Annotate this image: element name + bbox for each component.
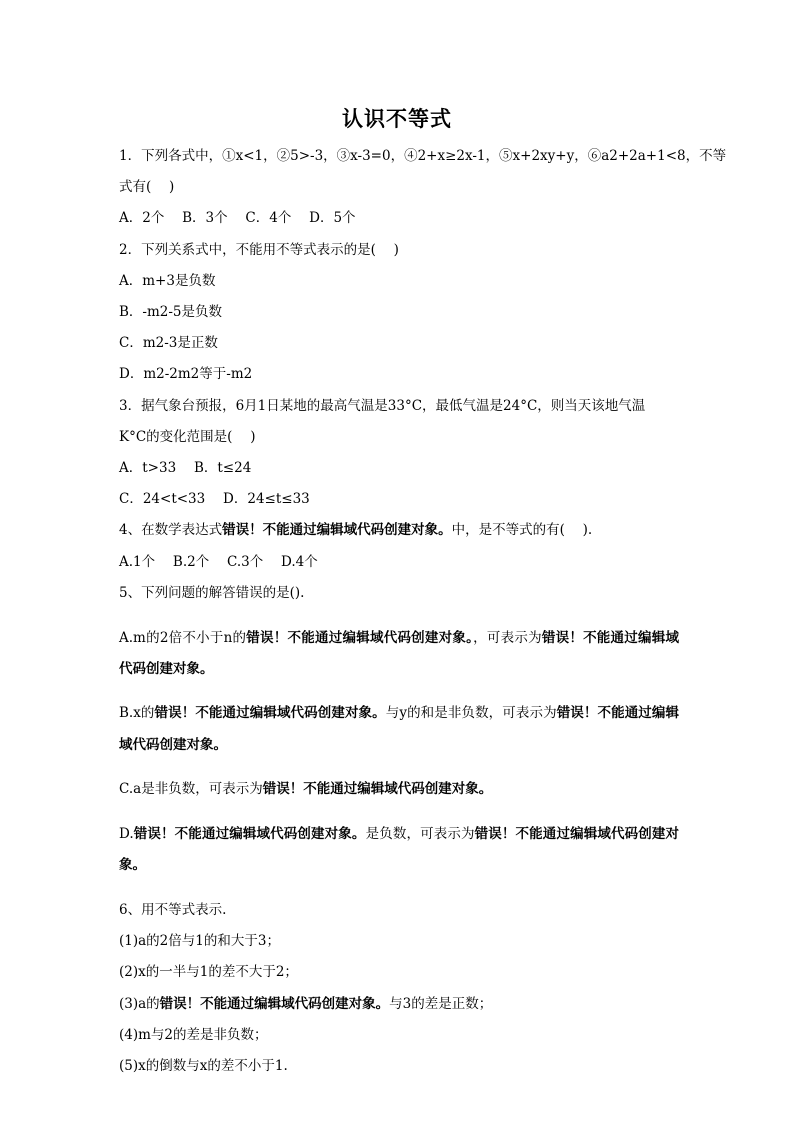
error-placeholder: 错误！不能通过编辑域代码创建对象。	[119, 705, 679, 753]
error-placeholder: 错误！不能通过编辑域代码创建对象。	[154, 705, 386, 722]
q5-b-mid: 与y的和是非负数，可表示为	[385, 705, 557, 722]
q3-options-cd: C．24<t<33 D．24≤t≤33	[119, 491, 310, 508]
q1-stem-line2: 式有( )	[119, 179, 175, 196]
q6-stem: 6、用不等式表示.	[119, 901, 227, 918]
q6-i3-post: 与3的差是正数；	[389, 995, 493, 1012]
q5-a-pre: A.m的2倍不小于n的	[119, 629, 247, 646]
q6-item-2: (2)x的一半与1的差不大于2；	[119, 964, 298, 981]
q5-stem: 5、下列问题的解答错误的是().	[119, 584, 305, 601]
q4-options: A.1个 B.2个 C.3个 D.4个	[119, 553, 318, 570]
q5-option-b	[119, 698, 679, 760]
q4-stem-post: 中，是不等式的有( ).	[451, 522, 593, 539]
error-placeholder: 错误！不能通过编辑域代码创建对象。	[133, 826, 366, 843]
error-placeholder: 错误！不能通过编辑域代码创建对象。	[262, 781, 493, 798]
q6-item-1: (1)a的2倍与1的和大于3；	[119, 933, 280, 950]
q5-option-a	[119, 623, 679, 685]
document-body	[119, 141, 727, 1082]
q2-option-a: A．m+3是负数	[119, 272, 216, 289]
q2-option-b: B．-m2-5是负数	[119, 304, 223, 321]
q3-stem-line1: 3．据气象台预报，6月1日某地的最高气温是33°C，最低气温是24°C，则当天该地气温	[119, 397, 646, 414]
q4-stem-pre: 4、在数学表达式	[119, 522, 223, 539]
q6-item-4: (4)m与2的差是非负数；	[119, 1026, 268, 1043]
q6-i3-pre: (3)a的	[119, 995, 160, 1012]
q1-options: A．2个 B．3个 C．4个 D．5个	[119, 210, 356, 227]
q2-option-c: C．m2-3是正数	[119, 335, 218, 352]
q4-stem	[119, 515, 679, 546]
q6-item-3	[119, 989, 679, 1020]
q1-stem-line1: 1．下列各式中，①x<1，②5>-3，③x-3=0，④2+x≥2x-1，⑤x+2xy+y，⑥a2+2a+1<8，不等	[119, 148, 727, 164]
q5-d-mid: 是负数，可表示为	[365, 826, 475, 843]
q3-options-ab: A．t>33 B．t≤24	[119, 460, 252, 477]
q2-option-d: D．m2-2m2等于-m2	[119, 366, 253, 383]
q3-stem-line2: K°C的变化范围是( )	[119, 428, 256, 445]
page-title: 认识不等式	[342, 106, 452, 131]
error-placeholder: 错误！不能通过编辑域代码创建对象。	[119, 629, 680, 677]
q5-option-c	[119, 774, 679, 805]
q5-a-mid: ，可表示为	[473, 629, 542, 646]
error-placeholder: 错误！不能通过编辑域代码创建对象。	[119, 826, 680, 874]
q2-stem: 2．下列关系式中，不能用不等式表示的是( )	[119, 241, 399, 258]
q6-item-5: (5)x的倒数与x的差不小于1.	[119, 1057, 288, 1074]
error-placeholder: 错误！不能通过编辑域代码创建对象。	[222, 522, 452, 539]
error-placeholder: 错误！不能通过编辑域代码创建对象。	[159, 995, 390, 1012]
q5-c-pre: C.a是非负数，可表示为	[119, 781, 263, 798]
q5-option-d	[119, 819, 679, 881]
q5-b-pre: B.x的	[119, 705, 155, 722]
error-placeholder: 错误！不能通过编辑域代码创建对象。	[246, 629, 474, 646]
q5-d-pre: D.	[119, 826, 134, 843]
